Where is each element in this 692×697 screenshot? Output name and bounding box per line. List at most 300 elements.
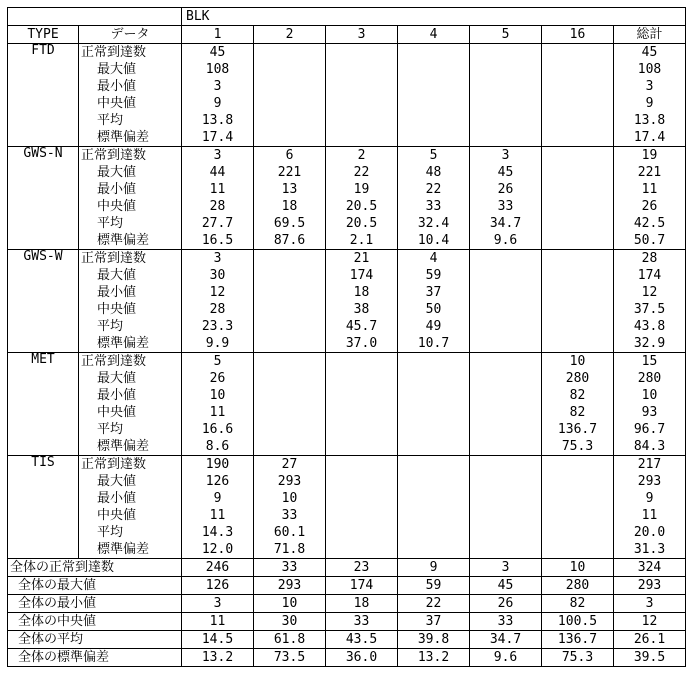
value-cell[interactable]	[542, 164, 614, 181]
value-cell[interactable]: 246	[182, 559, 254, 577]
column-header-blk[interactable]: 5	[470, 26, 542, 44]
value-cell[interactable]	[470, 490, 542, 507]
value-cell[interactable]: 9	[182, 95, 254, 112]
value-cell[interactable]: 2	[326, 147, 398, 165]
value-cell[interactable]	[542, 250, 614, 268]
grand-total-label[interactable]: 全体の正常到達数	[8, 559, 182, 577]
grand-total-label[interactable]: 全体の最小値	[8, 595, 182, 613]
stat-label[interactable]: 最大値	[79, 267, 182, 284]
value-cell[interactable]	[470, 507, 542, 524]
value-cell[interactable]: 20.5	[326, 198, 398, 215]
stat-label[interactable]: 正常到達数	[79, 250, 182, 268]
total-cell[interactable]: 13.8	[614, 112, 686, 129]
value-cell[interactable]	[398, 78, 470, 95]
value-cell[interactable]: 13.8	[182, 112, 254, 129]
total-cell[interactable]: 17.4	[614, 129, 686, 147]
value-cell[interactable]: 82	[542, 387, 614, 404]
value-cell[interactable]: 280	[542, 370, 614, 387]
value-cell[interactable]: 37	[398, 613, 470, 631]
value-cell[interactable]: 136.7	[542, 421, 614, 438]
value-cell[interactable]	[326, 473, 398, 490]
value-cell[interactable]	[254, 44, 326, 62]
value-cell[interactable]	[398, 541, 470, 559]
value-cell[interactable]: 190	[182, 456, 254, 474]
stat-label[interactable]: 正常到達数	[79, 44, 182, 62]
value-cell[interactable]: 26	[182, 370, 254, 387]
total-cell[interactable]: 45	[614, 44, 686, 62]
value-cell[interactable]: 5	[398, 147, 470, 165]
value-cell[interactable]	[542, 490, 614, 507]
total-cell[interactable]: 9	[614, 490, 686, 507]
stat-label[interactable]: 平均	[79, 318, 182, 335]
value-cell[interactable]: 17.4	[182, 129, 254, 147]
value-cell[interactable]: 26	[470, 595, 542, 613]
stat-label[interactable]: 正常到達数	[79, 353, 182, 371]
value-cell[interactable]	[326, 507, 398, 524]
value-cell[interactable]: 27	[254, 456, 326, 474]
value-cell[interactable]	[326, 44, 398, 62]
value-cell[interactable]: 19	[326, 181, 398, 198]
total-cell[interactable]: 26	[614, 198, 686, 215]
stat-label[interactable]: 中央値	[79, 301, 182, 318]
value-cell[interactable]	[542, 284, 614, 301]
value-cell[interactable]: 82	[542, 595, 614, 613]
value-cell[interactable]	[542, 112, 614, 129]
value-cell[interactable]: 9.9	[182, 335, 254, 353]
value-cell[interactable]: 71.8	[254, 541, 326, 559]
total-cell[interactable]: 3	[614, 78, 686, 95]
value-cell[interactable]: 33	[254, 559, 326, 577]
total-cell[interactable]: 12	[614, 613, 686, 631]
value-cell[interactable]: 33	[470, 198, 542, 215]
value-cell[interactable]	[470, 301, 542, 318]
value-cell[interactable]: 38	[326, 301, 398, 318]
value-cell[interactable]: 221	[254, 164, 326, 181]
total-cell[interactable]: 93	[614, 404, 686, 421]
stat-label[interactable]: 最大値	[79, 61, 182, 78]
value-cell[interactable]: 23	[326, 559, 398, 577]
value-cell[interactable]	[326, 370, 398, 387]
value-cell[interactable]: 16.5	[182, 232, 254, 250]
blk-header[interactable]: BLK	[182, 8, 686, 26]
value-cell[interactable]: 13.2	[182, 649, 254, 667]
value-cell[interactable]	[542, 44, 614, 62]
value-cell[interactable]	[542, 78, 614, 95]
type-header[interactable]: TYPE	[8, 26, 79, 44]
value-cell[interactable]: 100.5	[542, 613, 614, 631]
stat-label[interactable]: 平均	[79, 215, 182, 232]
value-cell[interactable]: 9	[398, 559, 470, 577]
value-cell[interactable]	[542, 215, 614, 232]
total-cell[interactable]: 217	[614, 456, 686, 474]
value-cell[interactable]: 136.7	[542, 631, 614, 649]
total-cell[interactable]: 42.5	[614, 215, 686, 232]
value-cell[interactable]: 20.5	[326, 215, 398, 232]
value-cell[interactable]: 10	[254, 595, 326, 613]
stat-label[interactable]: 中央値	[79, 95, 182, 112]
stat-label[interactable]: 最小値	[79, 284, 182, 301]
value-cell[interactable]: 36.0	[326, 649, 398, 667]
value-cell[interactable]: 10	[542, 353, 614, 371]
value-cell[interactable]	[254, 129, 326, 147]
value-cell[interactable]: 13.2	[398, 649, 470, 667]
value-cell[interactable]: 10.7	[398, 335, 470, 353]
value-cell[interactable]: 69.5	[254, 215, 326, 232]
value-cell[interactable]	[470, 387, 542, 404]
total-cell[interactable]: 19	[614, 147, 686, 165]
total-cell[interactable]: 43.8	[614, 318, 686, 335]
value-cell[interactable]: 28	[182, 301, 254, 318]
value-cell[interactable]: 33	[398, 198, 470, 215]
value-cell[interactable]: 45.7	[326, 318, 398, 335]
value-cell[interactable]	[542, 541, 614, 559]
value-cell[interactable]	[254, 353, 326, 371]
grand-total-label[interactable]: 全体の平均	[8, 631, 182, 649]
value-cell[interactable]: 43.5	[326, 631, 398, 649]
total-cell[interactable]: 11	[614, 507, 686, 524]
value-cell[interactable]	[470, 473, 542, 490]
value-cell[interactable]	[326, 387, 398, 404]
value-cell[interactable]: 59	[398, 267, 470, 284]
column-header-blk[interactable]: 2	[254, 26, 326, 44]
value-cell[interactable]: 34.7	[470, 631, 542, 649]
value-cell[interactable]	[326, 95, 398, 112]
column-header-blk[interactable]: 3	[326, 26, 398, 44]
value-cell[interactable]: 75.3	[542, 438, 614, 456]
value-cell[interactable]	[542, 267, 614, 284]
value-cell[interactable]: 32.4	[398, 215, 470, 232]
value-cell[interactable]: 11	[182, 507, 254, 524]
value-cell[interactable]: 22	[398, 181, 470, 198]
value-cell[interactable]	[254, 387, 326, 404]
value-cell[interactable]: 45	[470, 164, 542, 181]
value-cell[interactable]: 22	[326, 164, 398, 181]
total-cell[interactable]: 108	[614, 61, 686, 78]
value-cell[interactable]: 5	[182, 353, 254, 371]
value-cell[interactable]: 23.3	[182, 318, 254, 335]
column-header-blk[interactable]: 1	[182, 26, 254, 44]
value-cell[interactable]: 10.4	[398, 232, 470, 250]
stat-label[interactable]: 標準偏差	[79, 438, 182, 456]
value-cell[interactable]	[470, 284, 542, 301]
value-cell[interactable]	[254, 301, 326, 318]
value-cell[interactable]	[542, 61, 614, 78]
value-cell[interactable]	[398, 44, 470, 62]
value-cell[interactable]	[470, 404, 542, 421]
value-cell[interactable]: 33	[470, 613, 542, 631]
value-cell[interactable]	[398, 129, 470, 147]
total-cell[interactable]: 174	[614, 267, 686, 284]
value-cell[interactable]: 39.8	[398, 631, 470, 649]
value-cell[interactable]: 37	[398, 284, 470, 301]
value-cell[interactable]	[470, 318, 542, 335]
total-cell[interactable]: 221	[614, 164, 686, 181]
value-cell[interactable]: 87.6	[254, 232, 326, 250]
value-cell[interactable]: 11	[182, 181, 254, 198]
value-cell[interactable]: 280	[542, 577, 614, 595]
value-cell[interactable]: 4	[398, 250, 470, 268]
total-cell[interactable]: 28	[614, 250, 686, 268]
grand-total-label[interactable]: 全体の標準偏差	[8, 649, 182, 667]
value-cell[interactable]: 50	[398, 301, 470, 318]
value-cell[interactable]: 9	[182, 490, 254, 507]
value-cell[interactable]: 60.1	[254, 524, 326, 541]
value-cell[interactable]: 174	[326, 267, 398, 284]
value-cell[interactable]	[254, 250, 326, 268]
value-cell[interactable]	[398, 112, 470, 129]
value-cell[interactable]	[542, 524, 614, 541]
value-cell[interactable]	[542, 147, 614, 165]
stat-label[interactable]: 最大値	[79, 473, 182, 490]
value-cell[interactable]: 30	[254, 613, 326, 631]
value-cell[interactable]: 73.5	[254, 649, 326, 667]
stat-label[interactable]: 中央値	[79, 507, 182, 524]
value-cell[interactable]	[542, 456, 614, 474]
value-cell[interactable]	[326, 438, 398, 456]
value-cell[interactable]	[542, 181, 614, 198]
total-cell[interactable]: 39.5	[614, 649, 686, 667]
value-cell[interactable]: 48	[398, 164, 470, 181]
total-cell[interactable]: 31.3	[614, 541, 686, 559]
value-cell[interactable]	[398, 524, 470, 541]
value-cell[interactable]: 10	[182, 387, 254, 404]
value-cell[interactable]	[254, 335, 326, 353]
value-cell[interactable]: 12.0	[182, 541, 254, 559]
value-cell[interactable]	[398, 387, 470, 404]
value-cell[interactable]: 11	[182, 404, 254, 421]
value-cell[interactable]: 28	[182, 198, 254, 215]
value-cell[interactable]	[398, 473, 470, 490]
value-cell[interactable]: 26	[470, 181, 542, 198]
value-cell[interactable]	[398, 404, 470, 421]
value-cell[interactable]	[470, 353, 542, 371]
total-cell[interactable]: 9	[614, 95, 686, 112]
value-cell[interactable]	[254, 95, 326, 112]
stat-label[interactable]: 平均	[79, 524, 182, 541]
value-cell[interactable]: 10	[542, 559, 614, 577]
value-cell[interactable]: 9.6	[470, 649, 542, 667]
total-cell[interactable]: 15	[614, 353, 686, 371]
value-cell[interactable]	[254, 421, 326, 438]
value-cell[interactable]	[398, 370, 470, 387]
value-cell[interactable]	[326, 421, 398, 438]
value-cell[interactable]: 8.6	[182, 438, 254, 456]
total-cell[interactable]: 293	[614, 577, 686, 595]
value-cell[interactable]	[254, 404, 326, 421]
value-cell[interactable]: 49	[398, 318, 470, 335]
value-cell[interactable]	[254, 370, 326, 387]
stat-label[interactable]: 最小値	[79, 78, 182, 95]
value-cell[interactable]	[542, 335, 614, 353]
value-cell[interactable]: 45	[470, 577, 542, 595]
column-header-blk[interactable]: 4	[398, 26, 470, 44]
value-cell[interactable]: 61.8	[254, 631, 326, 649]
value-cell[interactable]: 21	[326, 250, 398, 268]
value-cell[interactable]	[470, 61, 542, 78]
value-cell[interactable]	[398, 490, 470, 507]
value-cell[interactable]	[326, 490, 398, 507]
value-cell[interactable]: 45	[182, 44, 254, 62]
value-cell[interactable]	[254, 112, 326, 129]
value-cell[interactable]	[398, 456, 470, 474]
value-cell[interactable]: 33	[326, 613, 398, 631]
value-cell[interactable]	[470, 44, 542, 62]
value-cell[interactable]: 10	[254, 490, 326, 507]
type-cell[interactable]: GWS-N	[8, 147, 79, 250]
total-cell[interactable]: 20.0	[614, 524, 686, 541]
value-cell[interactable]	[326, 404, 398, 421]
total-cell[interactable]: 37.5	[614, 301, 686, 318]
value-cell[interactable]	[542, 232, 614, 250]
value-cell[interactable]	[470, 421, 542, 438]
total-cell[interactable]: 32.9	[614, 335, 686, 353]
value-cell[interactable]	[326, 353, 398, 371]
stat-label[interactable]: 最大値	[79, 164, 182, 181]
value-cell[interactable]	[470, 524, 542, 541]
value-cell[interactable]: 126	[182, 473, 254, 490]
value-cell[interactable]: 75.3	[542, 649, 614, 667]
value-cell[interactable]: 3	[182, 250, 254, 268]
total-cell[interactable]: 50.7	[614, 232, 686, 250]
type-cell[interactable]: FTD	[8, 44, 79, 147]
value-cell[interactable]	[542, 473, 614, 490]
stat-label[interactable]: 最小値	[79, 181, 182, 198]
stat-label[interactable]: 中央値	[79, 198, 182, 215]
value-cell[interactable]: 44	[182, 164, 254, 181]
value-cell[interactable]: 293	[254, 577, 326, 595]
stat-label[interactable]: 平均	[79, 421, 182, 438]
value-cell[interactable]: 22	[398, 595, 470, 613]
value-cell[interactable]: 82	[542, 404, 614, 421]
value-cell[interactable]: 37.0	[326, 335, 398, 353]
stat-label[interactable]: 中央値	[79, 404, 182, 421]
value-cell[interactable]	[470, 112, 542, 129]
value-cell[interactable]	[470, 250, 542, 268]
value-cell[interactable]	[470, 541, 542, 559]
value-cell[interactable]	[470, 456, 542, 474]
total-cell[interactable]: 84.3	[614, 438, 686, 456]
total-header[interactable]: 総計	[614, 26, 686, 44]
stat-label[interactable]: 最小値	[79, 387, 182, 404]
grand-total-label[interactable]: 全体の最大値	[8, 577, 182, 595]
stat-label[interactable]: 標準偏差	[79, 232, 182, 250]
value-cell[interactable]	[542, 301, 614, 318]
data-header[interactable]: データ	[79, 26, 182, 44]
value-cell[interactable]: 16.6	[182, 421, 254, 438]
value-cell[interactable]	[470, 335, 542, 353]
type-cell[interactable]: TIS	[8, 456, 79, 559]
value-cell[interactable]: 108	[182, 61, 254, 78]
type-cell[interactable]: MET	[8, 353, 79, 456]
value-cell[interactable]: 59	[398, 577, 470, 595]
value-cell[interactable]	[470, 438, 542, 456]
value-cell[interactable]	[542, 129, 614, 147]
value-cell[interactable]	[398, 353, 470, 371]
value-cell[interactable]: 3	[470, 559, 542, 577]
stat-label[interactable]: 最大値	[79, 370, 182, 387]
value-cell[interactable]	[254, 318, 326, 335]
value-cell[interactable]	[470, 370, 542, 387]
value-cell[interactable]: 3	[182, 78, 254, 95]
value-cell[interactable]: 18	[326, 595, 398, 613]
value-cell[interactable]	[254, 284, 326, 301]
value-cell[interactable]	[398, 61, 470, 78]
value-cell[interactable]	[542, 95, 614, 112]
value-cell[interactable]	[398, 438, 470, 456]
value-cell[interactable]	[470, 78, 542, 95]
value-cell[interactable]: 27.7	[182, 215, 254, 232]
value-cell[interactable]: 14.3	[182, 524, 254, 541]
value-cell[interactable]: 11	[182, 613, 254, 631]
value-cell[interactable]: 18	[254, 198, 326, 215]
value-cell[interactable]: 174	[326, 577, 398, 595]
value-cell[interactable]	[326, 129, 398, 147]
value-cell[interactable]: 293	[254, 473, 326, 490]
value-cell[interactable]: 3	[182, 147, 254, 165]
value-cell[interactable]	[470, 95, 542, 112]
value-cell[interactable]	[254, 78, 326, 95]
value-cell[interactable]: 33	[254, 507, 326, 524]
value-cell[interactable]	[326, 456, 398, 474]
stat-label[interactable]: 最小値	[79, 490, 182, 507]
total-cell[interactable]: 96.7	[614, 421, 686, 438]
value-cell[interactable]	[326, 112, 398, 129]
value-cell[interactable]: 30	[182, 267, 254, 284]
stat-label[interactable]: 標準偏差	[79, 335, 182, 353]
type-cell[interactable]: GWS-W	[8, 250, 79, 353]
value-cell[interactable]	[542, 507, 614, 524]
total-cell[interactable]: 11	[614, 181, 686, 198]
total-cell[interactable]: 324	[614, 559, 686, 577]
value-cell[interactable]	[254, 61, 326, 78]
value-cell[interactable]: 34.7	[470, 215, 542, 232]
value-cell[interactable]	[254, 267, 326, 284]
value-cell[interactable]: 13	[254, 181, 326, 198]
value-cell[interactable]	[470, 267, 542, 284]
value-cell[interactable]	[254, 438, 326, 456]
value-cell[interactable]: 12	[182, 284, 254, 301]
column-header-blk[interactable]: 16	[542, 26, 614, 44]
total-cell[interactable]: 26.1	[614, 631, 686, 649]
stat-label[interactable]: 正常到達数	[79, 456, 182, 474]
value-cell[interactable]	[398, 507, 470, 524]
value-cell[interactable]: 9.6	[470, 232, 542, 250]
stat-label[interactable]: 標準偏差	[79, 541, 182, 559]
value-cell[interactable]: 126	[182, 577, 254, 595]
value-cell[interactable]: 14.5	[182, 631, 254, 649]
total-cell[interactable]: 3	[614, 595, 686, 613]
value-cell[interactable]	[326, 78, 398, 95]
total-cell[interactable]: 12	[614, 284, 686, 301]
value-cell[interactable]: 18	[326, 284, 398, 301]
value-cell[interactable]	[398, 421, 470, 438]
value-cell[interactable]	[326, 61, 398, 78]
stat-label[interactable]: 標準偏差	[79, 129, 182, 147]
value-cell[interactable]: 6	[254, 147, 326, 165]
value-cell[interactable]	[542, 318, 614, 335]
value-cell[interactable]	[470, 129, 542, 147]
stat-label[interactable]: 平均	[79, 112, 182, 129]
value-cell[interactable]: 2.1	[326, 232, 398, 250]
value-cell[interactable]	[398, 95, 470, 112]
grand-total-label[interactable]: 全体の中央値	[8, 613, 182, 631]
value-cell[interactable]: 3	[182, 595, 254, 613]
value-cell[interactable]	[326, 541, 398, 559]
value-cell[interactable]	[326, 524, 398, 541]
total-cell[interactable]: 10	[614, 387, 686, 404]
stat-label[interactable]: 正常到達数	[79, 147, 182, 165]
total-cell[interactable]: 280	[614, 370, 686, 387]
